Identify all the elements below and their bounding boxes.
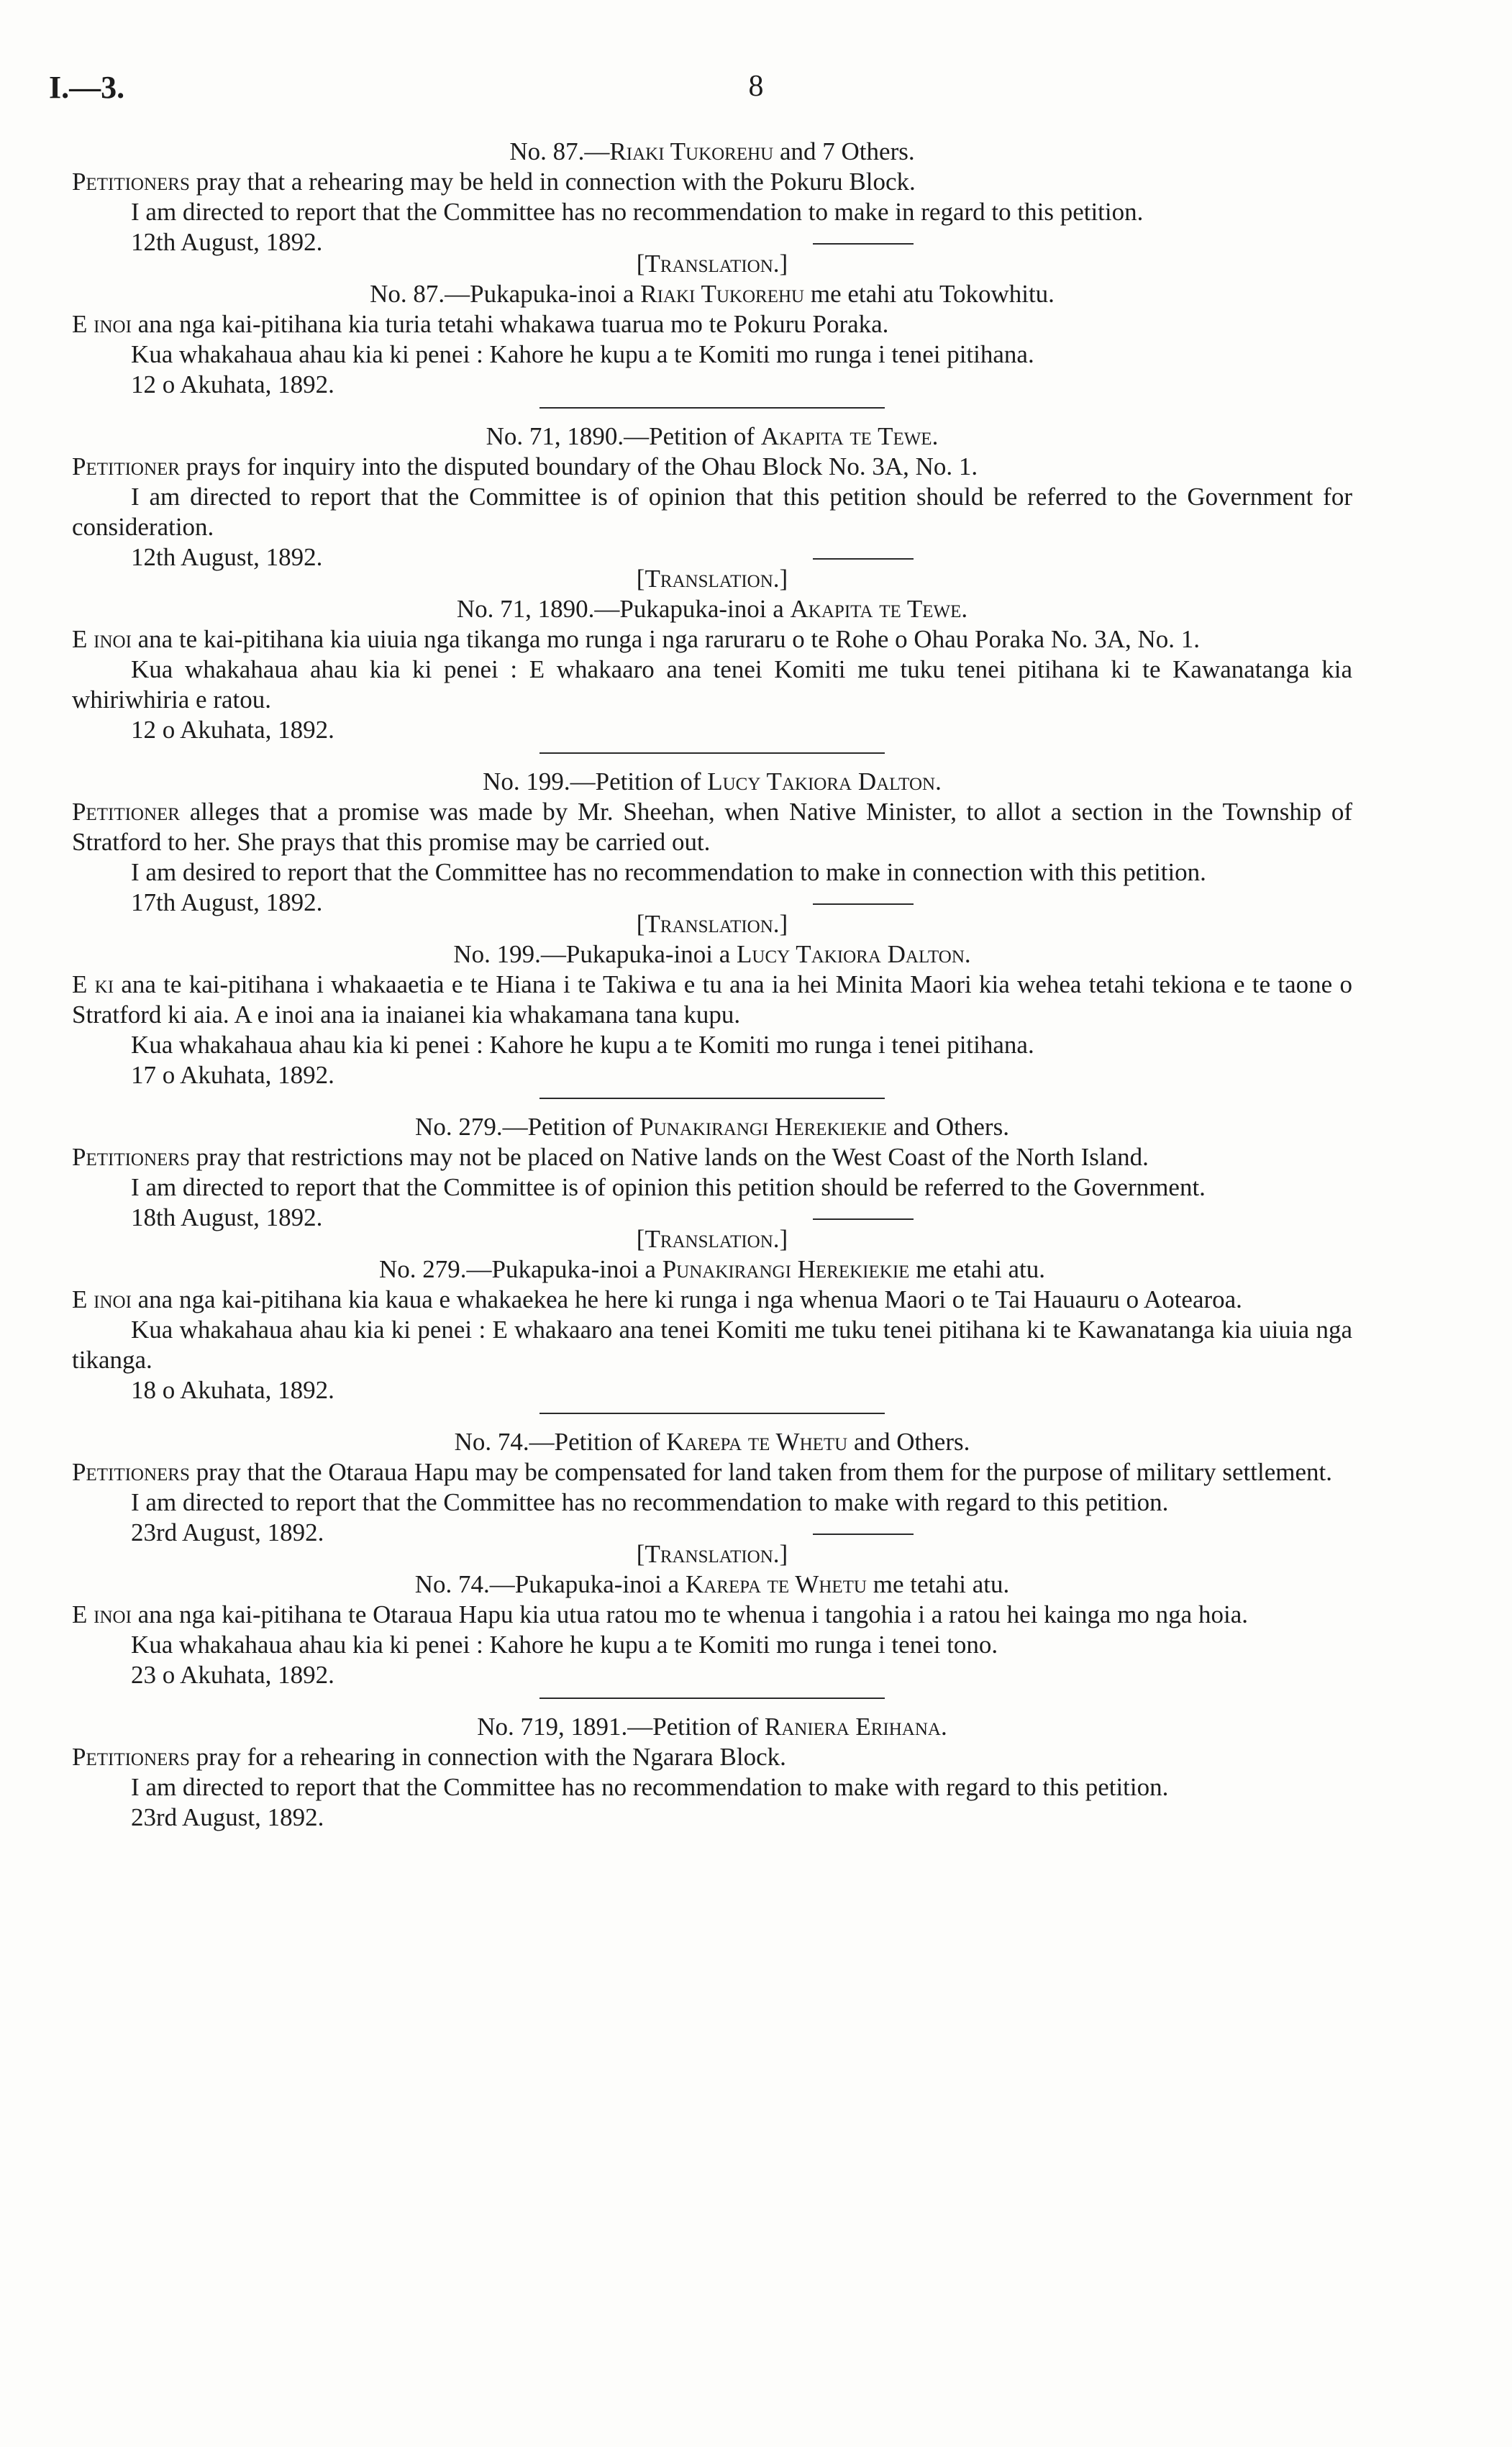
maori-title: No. 199.—Pukapuka-inoi a Lucy Takiora Dalton.: [453, 940, 971, 968]
petition-section-279: [72, 1112, 1352, 1414]
short-rule: [813, 903, 914, 905]
petition-title: No. 74.—Petition of Karepa te Whetu and Others.: [454, 1428, 970, 1456]
short-rule: [813, 243, 914, 245]
page-body: [72, 137, 1352, 1833]
petition-prayer: Petitioners pray that restrictions may not be placed on Native lands on the West Coast of the North Island.: [72, 1143, 1149, 1171]
maori-prayer: E inoi ana nga kai-pitihana te Otaraua Hapu kia utua ratou mo te whenua i tangohia i a ratou hei kainga mo nga hoia.: [72, 1600, 1248, 1628]
maori-prayer: E inoi ana nga kai-pitihana kia turia tetahi whakawa tuarua mo te Pokuru Poraka.: [72, 310, 889, 338]
document-reference: I.—3.: [49, 70, 125, 105]
translation-label: [Translation.]: [636, 250, 788, 278]
petitioner-name: Akapita te Tewe: [760, 422, 932, 450]
petition-section-199: [72, 767, 1352, 1099]
maori-date: 18 o Akuhata, 1892.: [131, 1376, 334, 1404]
maori-report: Kua whakahaua ahau kia ki penei : Kahore he kupu a te Komiti mo runga i tenei pitihana.: [131, 1031, 1034, 1059]
translation-label: [Translation.]: [636, 1225, 788, 1253]
petition-title: No. 719, 1891.—Petition of Raniera Erihana.: [477, 1713, 947, 1741]
committee-report: I am directed to report that the Committee has no recommendation to make in regard to this petition.: [131, 198, 1144, 226]
petitioner-name: Riaki Tukorehu: [609, 137, 774, 165]
committee-report: I am directed to report that the Committee is of opinion that this petition should be referred to the Government for consideration.: [72, 483, 1352, 541]
petition-title: No. 279.—Petition of Punakirangi Herekiekie and Others.: [415, 1113, 1009, 1141]
petition-prayer: Petitioner prays for inquiry into the disputed boundary of the Ohau Block No. 3A, No. 1.: [72, 452, 978, 480]
translation-label: [Translation.]: [636, 565, 788, 593]
committee-report: I am directed to report that the Committee has no recommendation to make with regard to this petition.: [131, 1488, 1169, 1516]
section-divider: [539, 407, 885, 409]
maori-prayer: E ki ana te kai-pitihana i whakaaetia e te Hiana i te Takiwa e tu ana ia hei Minita Maori kia wehea tetahi tekiona e te taone o Stratford ki aia. A e inoi ana ia inaianei kia whakamana tana kupu.: [72, 970, 1352, 1029]
petitioner-name: Raniera Erihana: [764, 1713, 941, 1741]
maori-report: Kua whakahaua ahau kia ki penei : Kahore he kupu a te Komiti mo runga i tenei pitihana.: [131, 340, 1034, 368]
translation-label: [Translation.]: [636, 1540, 788, 1568]
maori-date: 23 o Akuhata, 1892.: [131, 1661, 334, 1689]
committee-report: I am directed to report that the Committee has no recommendation to make with regard to this petition.: [131, 1773, 1169, 1801]
petition-title: No. 199.—Petition of Lucy Takiora Dalton.: [483, 767, 942, 796]
section-divider: [539, 1698, 885, 1699]
report-date: 12th August, 1892.: [131, 228, 323, 256]
page-header: [0, 69, 1512, 112]
committee-report: I am directed to report that the Committee is of opinion this petition should be referred to the Government.: [131, 1173, 1206, 1201]
petition-section-87: [72, 137, 1352, 409]
maori-report: Kua whakahaua ahau kia ki penei : E whakaaro ana tenei Komiti me tuku tenei pitihana ki te Kawanatanga kia uiuia nga tikanga.: [72, 1316, 1352, 1374]
maori-report: Kua whakahaua ahau kia ki penei : Kahore he kupu a te Komiti mo runga i tenei tono.: [131, 1631, 998, 1659]
maori-date: 12 o Akuhata, 1892.: [131, 370, 334, 398]
maori-prayer: E inoi ana te kai-pitihana kia uiuia nga tikanga mo runga i nga raruraru o te Rohe o Ohau Poraka No. 3A, No. 1.: [72, 625, 1200, 653]
maori-title: No. 87.—Pukapuka-inoi a Riaki Tukorehu me etahi atu Tokowhitu.: [370, 280, 1055, 308]
maori-prayer: E inoi ana nga kai-pitihana kia kaua e whakaekea he here ki runga i nga whenua Maori o te Tai Hauauru o Aotearoa.: [72, 1285, 1242, 1313]
report-date: 12th August, 1892.: [131, 543, 323, 571]
petitioner-name: Lucy Takiora Dalton: [707, 767, 936, 796]
petition-prayer: Petitioner alleges that a promise was made by Mr. Sheehan, when Native Minister, to allot a section in the Township of Stratford to her. She prays that this promise may be carried out.: [72, 798, 1352, 856]
maori-title: No. 279.—Pukapuka-inoi a Punakirangi Herekiekie me etahi atu.: [379, 1255, 1045, 1283]
petition-prayer: Petitioners pray for a rehearing in connection with the Ngarara Block.: [72, 1743, 786, 1771]
maori-title: No. 71, 1890.—Pukapuka-inoi a Akapita te Tewe.: [456, 595, 968, 623]
maori-date: 12 o Akuhata, 1892.: [131, 716, 334, 744]
short-rule: [813, 558, 914, 560]
report-date: 23rd August, 1892.: [131, 1803, 324, 1831]
petition-prayer: Petitioners pray that a rehearing may be held in connection with the Pokuru Block.: [72, 168, 916, 196]
report-date: 23rd August, 1892.: [131, 1518, 324, 1546]
petition-prayer: Petitioners pray that the Otaraua Hapu may be compensated for land taken from them for the purpose of military settlement.: [72, 1458, 1332, 1486]
section-divider: [539, 1413, 885, 1414]
section-divider: [539, 1098, 885, 1099]
short-rule: [813, 1218, 914, 1220]
maori-title: No. 74.—Pukapuka-inoi a Karepa te Whetu me tetahi atu.: [414, 1570, 1010, 1598]
committee-report: I am desired to report that the Committee has no recommendation to make in connection with this petition.: [131, 858, 1206, 886]
report-date: 17th August, 1892.: [131, 888, 323, 916]
translation-label: [Translation.]: [636, 910, 788, 938]
petition-title: No. 71, 1890.—Petition of Akapita te Tewe.: [486, 422, 939, 450]
maori-date: 17 o Akuhata, 1892.: [131, 1061, 334, 1089]
section-divider: [539, 752, 885, 754]
short-rule: [813, 1534, 914, 1535]
report-date: 18th August, 1892.: [131, 1203, 323, 1231]
page-number: 8: [748, 70, 764, 103]
petitioner-name: Punakirangi Herekiekie: [639, 1113, 887, 1141]
petition-section-71: [72, 421, 1352, 754]
petition-section-719: [72, 1712, 1352, 1833]
maori-report: Kua whakahaua ahau kia ki penei : E whakaaro ana tenei Komiti me tuku tenei pitihana ki te Kawanatanga kia whiriwhiria e ratou.: [72, 655, 1352, 714]
petition-title: No. 87.—Riaki Tukorehu and 7 Others.: [509, 137, 915, 165]
petition-section-74: [72, 1427, 1352, 1699]
petitioner-name: Karepa te Whetu: [666, 1428, 848, 1456]
